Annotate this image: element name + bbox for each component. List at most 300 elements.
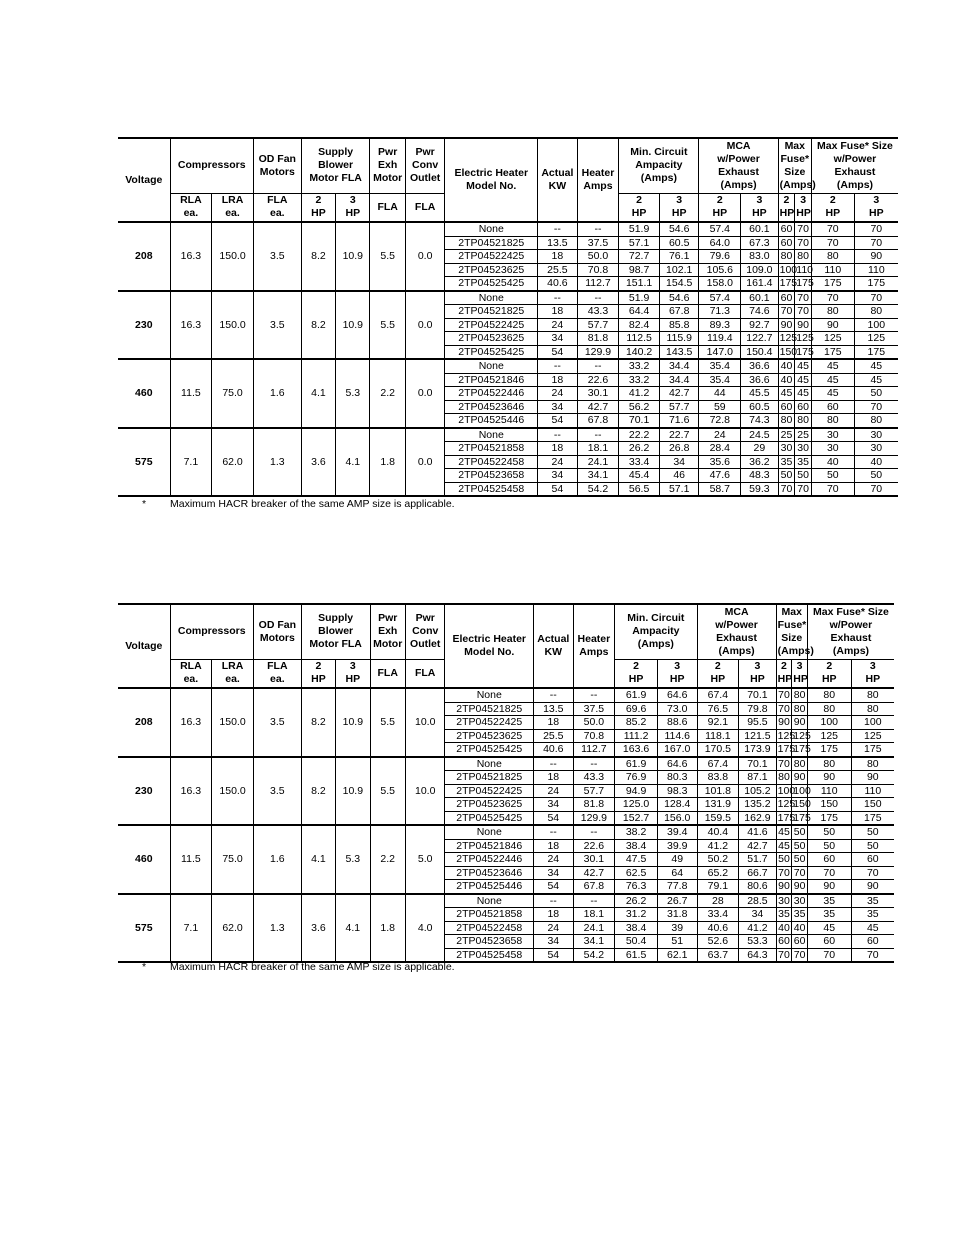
cell-value: 24 xyxy=(538,318,578,332)
cell-value: 50 xyxy=(795,469,812,483)
cell-value: 51 xyxy=(657,935,697,949)
cell-value: 43.3 xyxy=(577,305,619,319)
cell-value: 70 xyxy=(854,222,898,236)
cell-value: 64.4 xyxy=(619,305,660,319)
cell-value: 29 xyxy=(741,442,779,456)
cell-value: 175 xyxy=(777,743,796,755)
cell-value: 60 xyxy=(778,935,790,947)
od-fan-line: Motors xyxy=(259,631,295,644)
cell-voltage: 230 xyxy=(118,291,170,360)
cell-value: 51.7 xyxy=(739,853,777,867)
cell-value: 101.8 xyxy=(697,784,739,798)
cell-value: -- xyxy=(538,428,578,442)
sub-2hp xyxy=(699,193,741,222)
cell-value: 79.6 xyxy=(699,250,741,264)
cell-value: 156.0 xyxy=(657,811,697,825)
sub-fla-ea xyxy=(253,193,301,222)
cell-value: 70 xyxy=(851,948,894,962)
fla-ea-line: FLA xyxy=(267,660,288,673)
cell-value: 40 xyxy=(778,921,790,934)
cell-value: 34 xyxy=(538,400,578,414)
cell-value: 125 xyxy=(777,798,796,810)
cell-value: 35 xyxy=(778,455,795,469)
sub-3hp xyxy=(851,659,894,688)
cell-value: 47.5 xyxy=(615,853,658,867)
cell-value: 76.3 xyxy=(615,880,658,894)
cell-value: 39.9 xyxy=(657,839,697,853)
cell-lra: 75.0 xyxy=(212,825,254,894)
mca-line: Min. Circuit xyxy=(627,612,685,625)
cell-value: 51.9 xyxy=(619,291,660,305)
hp2-line: 2 xyxy=(783,194,790,207)
cell-value: 170.5 xyxy=(697,743,739,757)
cell-value: 45 xyxy=(854,359,898,373)
cell-value: 57.1 xyxy=(619,236,660,250)
cell-sb3: 4.1 xyxy=(336,428,370,497)
cell-value: 125 xyxy=(779,332,798,344)
sub-2hp xyxy=(615,659,658,688)
mca-pe-line: w/Power xyxy=(715,618,758,631)
cell-value: 163.6 xyxy=(615,743,658,757)
cell-value: 67.4 xyxy=(697,757,739,771)
pwr-exh-line: Exh xyxy=(378,159,398,172)
cell-pe: 5.5 xyxy=(370,757,405,826)
cell-value: 71.6 xyxy=(659,414,699,428)
cell-value: 62.1 xyxy=(657,948,697,962)
cell-value: 60.5 xyxy=(659,236,699,250)
sub-rla xyxy=(170,193,212,222)
cell-value: -- xyxy=(577,428,619,442)
cell-value: 90 xyxy=(795,318,812,332)
cell-heater-model: 2TP04522425 xyxy=(445,250,538,264)
cell-value: 125 xyxy=(854,332,898,346)
mca-line: Ampacity xyxy=(632,625,680,638)
cell-pe: 2.2 xyxy=(370,825,405,894)
cell-value: 112.7 xyxy=(573,743,615,757)
cell-value: 35 xyxy=(778,908,790,920)
cell-value: 36.6 xyxy=(741,373,779,387)
mca-pe-line: (Amps) xyxy=(720,178,757,191)
sub-3hp xyxy=(659,193,699,222)
cell-value: 42.7 xyxy=(659,387,699,401)
cell-heater-model: 2TP04522425 xyxy=(445,716,534,730)
cell-value: 36.6 xyxy=(741,359,779,373)
cell-heater-model: 2TP04522446 xyxy=(445,853,534,867)
cell-value: 30 xyxy=(854,428,898,442)
cell-value: 70 xyxy=(795,291,812,305)
cell-value: 66.7 xyxy=(739,866,777,880)
cell-voltage: 208 xyxy=(118,688,170,757)
cell-heater-model: 2TP04523646 xyxy=(445,400,538,414)
cell-value: 154.5 xyxy=(659,277,699,291)
spec-table xyxy=(118,603,894,963)
cell-value: 98.7 xyxy=(619,263,660,277)
col-voltage: Voltage xyxy=(118,138,170,222)
sub-fla-ea xyxy=(253,659,301,688)
cell-value: 63.7 xyxy=(697,948,739,962)
cell-value: 33.4 xyxy=(619,455,660,469)
cell-heater-model: 2TP04521858 xyxy=(445,442,538,456)
max-fuse-line: Fuse* xyxy=(777,618,807,631)
cell-value: 175 xyxy=(807,743,851,757)
cell-value: 92.1 xyxy=(697,716,739,730)
cell-value: 90 xyxy=(778,880,790,892)
supply-line: Motor FLA xyxy=(309,172,362,185)
cell-value: 80 xyxy=(851,688,894,702)
cell-value: 175 xyxy=(777,811,796,824)
hp2-line: HP xyxy=(777,673,793,686)
hp3-line: HP xyxy=(345,207,361,220)
cell-value: 54.6 xyxy=(659,222,699,236)
cell-value: 70 xyxy=(811,222,854,236)
cell-value: 34.1 xyxy=(573,935,615,949)
cell-value: 50 xyxy=(793,839,806,852)
cell-sb2: 8.2 xyxy=(301,688,335,757)
cell-value: 72.8 xyxy=(699,414,741,428)
cell-value: 35 xyxy=(807,894,851,908)
cell-value: 28.5 xyxy=(739,894,777,908)
supply-line: Supply xyxy=(318,612,354,625)
hp2-line: 2 xyxy=(714,660,721,673)
cell-value: 112.7 xyxy=(577,277,619,291)
cell-value: 45 xyxy=(854,373,898,387)
cell-value: 40 xyxy=(778,373,795,387)
cell-heater-model: 2TP04525458 xyxy=(445,482,538,496)
cell-value: -- xyxy=(534,894,574,908)
mca-pe-line: Exhaust xyxy=(716,631,757,644)
hp2-line: 2 xyxy=(716,194,723,207)
cell-value: 26.8 xyxy=(659,442,699,456)
hp2-line: HP xyxy=(825,207,841,220)
hp2-line: 2 xyxy=(636,194,643,207)
cell-rla: 7.1 xyxy=(170,894,212,963)
cell-value: 38.2 xyxy=(615,825,658,839)
cell-value: 80.3 xyxy=(657,771,697,785)
cell-lra: 75.0 xyxy=(212,359,254,428)
cell-value: 34 xyxy=(534,935,574,949)
cell-value: 18 xyxy=(534,839,574,853)
hp2-line: HP xyxy=(311,673,326,686)
cell-value: 61.9 xyxy=(615,688,658,702)
cell-value: 64.6 xyxy=(657,688,697,702)
cell-value: 152.7 xyxy=(615,811,658,825)
cell-value: 45 xyxy=(778,839,790,852)
cell-value: 64 xyxy=(657,866,697,880)
col-pwr-exh xyxy=(370,138,405,193)
hp2-line: HP xyxy=(628,673,644,686)
actual-kw-line: KW xyxy=(548,180,567,192)
cell-value: 110 xyxy=(851,784,894,798)
mca-pe-line: MCA xyxy=(724,605,749,618)
cell-value: 45 xyxy=(778,387,795,401)
cell-voltage: 460 xyxy=(118,825,170,894)
cell-value: 50 xyxy=(807,839,851,853)
cell-value: 151.1 xyxy=(619,277,660,291)
table-row xyxy=(118,222,898,236)
cell-value: 60 xyxy=(793,935,806,947)
cell-sb2: 8.2 xyxy=(301,291,335,360)
cell-value: 34 xyxy=(534,866,574,880)
cell-pc: 0.0 xyxy=(405,428,445,497)
cell-rla: 16.3 xyxy=(170,757,212,826)
table-row xyxy=(118,825,894,839)
cell-value: 90 xyxy=(778,318,795,332)
col-actual-kw xyxy=(534,604,574,688)
cell-value: 70.1 xyxy=(739,688,777,702)
cell-value: 30 xyxy=(793,894,806,907)
cell-value: 64.6 xyxy=(657,757,697,771)
cell-value: 50 xyxy=(778,853,790,865)
hp3-line: HP xyxy=(671,207,687,220)
hp2-line: 2 xyxy=(315,194,322,207)
cell-value: 56.5 xyxy=(619,482,660,496)
table-row xyxy=(118,757,894,771)
cell-value: 70 xyxy=(795,236,812,250)
cell-heater-model: 2TP04525458 xyxy=(445,948,534,962)
cell-od-fla: 1.6 xyxy=(253,359,301,428)
cell-value: 50 xyxy=(854,469,898,483)
sub-3hp xyxy=(792,659,808,688)
mca-pe-line: MCA xyxy=(726,139,751,152)
footnote-1 xyxy=(118,498,455,510)
cell-lra: 62.0 xyxy=(212,894,254,963)
cell-pc: 0.0 xyxy=(405,359,445,428)
cell-value: 175 xyxy=(793,811,811,824)
max-fuse-pe-line: Max Fuse* Size xyxy=(817,139,893,152)
cell-value: 80 xyxy=(854,414,898,428)
cell-value: 64.0 xyxy=(699,236,741,250)
cell-value: -- xyxy=(573,825,615,839)
cell-value: 18 xyxy=(538,250,578,264)
cell-value: 80.6 xyxy=(739,880,777,894)
cell-value: 26.2 xyxy=(619,442,660,456)
cell-value: 74.6 xyxy=(741,305,779,319)
cell-sb2: 8.2 xyxy=(301,757,335,826)
cell-value: 76.1 xyxy=(659,250,699,264)
cell-value: 60 xyxy=(807,853,851,867)
hp3-line: 3 xyxy=(796,660,803,673)
cell-value: 175 xyxy=(851,743,894,757)
cell-value: 81.8 xyxy=(577,332,619,346)
cell-value: -- xyxy=(534,757,574,771)
sub-lra xyxy=(212,659,254,688)
cell-value: 60.1 xyxy=(741,291,779,305)
cell-od-fla: 1.3 xyxy=(253,894,301,963)
col-supply-blower xyxy=(301,138,370,193)
fla-ea-line: FLA xyxy=(267,194,288,207)
footnote-text: Maximum HACR breaker of the same AMP size is applicable. xyxy=(170,961,455,973)
hp3-line: 3 xyxy=(349,194,356,207)
cell-value: 71.3 xyxy=(699,305,741,319)
cell-value: 175 xyxy=(851,811,894,825)
cell-value: 50 xyxy=(807,825,851,839)
cell-heater-model: 2TP04521858 xyxy=(445,908,534,922)
cell-value: 80 xyxy=(793,689,806,701)
mca-line: (Amps) xyxy=(637,638,674,651)
cell-value: 125.0 xyxy=(615,798,658,812)
max-fuse-line: (Amps) xyxy=(779,178,816,191)
max-fuse-pe-line: Max Fuse* Size xyxy=(813,605,889,618)
lra-line: ea. xyxy=(225,673,240,686)
cell-value: 110 xyxy=(811,263,854,277)
cell-value: 162.9 xyxy=(739,811,777,825)
hp2-line: 2 xyxy=(633,660,639,673)
hp3-line: HP xyxy=(752,207,767,220)
cell-value: -- xyxy=(538,222,578,236)
cell-value: 81.8 xyxy=(573,798,615,812)
cell-value: 52.6 xyxy=(697,935,739,949)
cell-value: 31.8 xyxy=(657,908,697,922)
rla-line: RLA xyxy=(180,660,202,673)
pwr-conv-line: Outlet xyxy=(409,172,441,185)
hp2-line: HP xyxy=(821,673,837,686)
sub-3hp xyxy=(739,659,777,688)
cell-value: 80 xyxy=(793,702,806,715)
cell-value: 73.0 xyxy=(657,702,697,716)
hp2-line: 2 xyxy=(829,194,836,207)
cell-value: 110 xyxy=(807,784,851,798)
cell-value: 150 xyxy=(807,798,851,812)
cell-value: 85.8 xyxy=(659,318,699,332)
cell-od-fla: 3.5 xyxy=(253,291,301,360)
cell-value: 30.1 xyxy=(573,853,615,867)
cell-value: 40.6 xyxy=(697,921,739,935)
cell-value: 25.5 xyxy=(534,729,574,743)
pwr-exh-line: Pwr xyxy=(378,612,398,625)
cell-value: 38.4 xyxy=(615,921,658,935)
cell-value: 80 xyxy=(851,702,894,716)
cell-value: 67.8 xyxy=(573,880,615,894)
cell-value: 102.1 xyxy=(659,263,699,277)
hp3-line: HP xyxy=(796,207,811,220)
cell-value: 56.2 xyxy=(619,400,660,414)
cell-value: 45 xyxy=(807,921,851,935)
heater-model-line: Model No. xyxy=(464,646,515,658)
hp3-line: 3 xyxy=(873,194,880,207)
hp3-line: 3 xyxy=(800,194,807,207)
cell-heater-model: 2TP04525446 xyxy=(445,414,538,428)
cell-value: 161.4 xyxy=(741,277,779,291)
cell-value: 24 xyxy=(538,455,578,469)
cell-value: 70 xyxy=(854,236,898,250)
cell-value: 80 xyxy=(793,757,806,770)
cell-value: 125 xyxy=(796,332,814,344)
cell-value: 45 xyxy=(851,921,894,935)
pwr-conv-line: Outlet xyxy=(410,638,441,651)
col-heater-amps xyxy=(577,138,619,222)
cell-value: 34 xyxy=(534,798,574,812)
cell-value: 57.4 xyxy=(699,291,741,305)
hp3-line: HP xyxy=(750,673,765,686)
cell-value: 175 xyxy=(793,743,811,755)
cell-value: 35 xyxy=(807,908,851,922)
hp3-line: 3 xyxy=(349,660,356,673)
sub-fla: FLA xyxy=(405,193,445,222)
hp2-line: HP xyxy=(779,207,795,220)
cell-value: 18 xyxy=(538,373,578,387)
mca-pe-line: (Amps) xyxy=(718,644,755,657)
cell-value: 18 xyxy=(534,908,574,922)
cell-value: 13.5 xyxy=(534,702,574,716)
cell-value: 54 xyxy=(534,880,574,894)
cell-value: 24 xyxy=(534,853,574,867)
actual-kw-line: Actual xyxy=(541,167,574,179)
hp2-line: HP xyxy=(710,673,726,686)
max-fuse-pe-line: (Amps) xyxy=(836,178,874,191)
cell-value: 175 xyxy=(796,277,814,289)
cell-pe: 1.8 xyxy=(370,428,405,497)
pwr-conv-line: Conv xyxy=(412,625,439,638)
cell-value: 18 xyxy=(538,305,578,319)
cell-heater-model: 2TP04521825 xyxy=(445,236,538,250)
cell-value: 119.4 xyxy=(699,332,741,346)
hp3-line: HP xyxy=(345,673,361,686)
sub-2hp xyxy=(776,659,792,688)
col-mca-pe xyxy=(699,138,778,193)
cell-value: 59 xyxy=(699,400,741,414)
cell-value: 18 xyxy=(534,771,574,785)
cell-heater-model: 2TP04521825 xyxy=(445,771,534,785)
cell-value: 70.8 xyxy=(573,729,615,743)
cell-value: 105.6 xyxy=(699,263,741,277)
cell-value: 80 xyxy=(854,305,898,319)
cell-value: 173.9 xyxy=(739,743,777,757)
col-heater-model xyxy=(445,604,534,688)
cell-value: 98.3 xyxy=(657,784,697,798)
cell-value: 110 xyxy=(854,263,898,277)
cell-value: 34 xyxy=(538,469,578,483)
cell-value: 35.4 xyxy=(699,373,741,387)
cell-value: 70 xyxy=(795,482,812,496)
cell-value: -- xyxy=(577,359,619,373)
cell-heater-model: 2TP04523625 xyxy=(445,798,534,812)
cell-value: 30 xyxy=(854,442,898,456)
footnote-2 xyxy=(118,961,455,973)
cell-value: 92.7 xyxy=(741,318,779,332)
sub-2hp xyxy=(807,659,851,688)
cell-value: 60 xyxy=(795,400,812,414)
cell-heater-model: 2TP04522458 xyxy=(445,455,538,469)
cell-value: 24.5 xyxy=(741,428,779,442)
cell-value: 175 xyxy=(854,277,898,291)
cell-value: 50.4 xyxy=(615,935,658,949)
cell-value: 51.9 xyxy=(619,222,660,236)
cell-value: 140.2 xyxy=(619,345,660,359)
max-fuse-pe-line: Exhaust xyxy=(830,631,872,644)
max-fuse-pe-line: (Amps) xyxy=(832,644,870,657)
hp3-line: HP xyxy=(793,673,808,686)
cell-value: 67.8 xyxy=(577,414,619,428)
cell-value: 80 xyxy=(778,414,795,428)
cell-value: 57.4 xyxy=(699,222,741,236)
sub-3hp xyxy=(854,193,898,222)
cell-value: 175 xyxy=(811,277,854,291)
cell-value: 85.2 xyxy=(615,716,658,730)
cell-value: 70 xyxy=(851,866,894,880)
cell-value: 94.9 xyxy=(615,784,658,798)
heater-amps-line: Amps xyxy=(583,180,613,192)
cell-heater-model: None xyxy=(445,688,534,702)
cell-value: 95.5 xyxy=(739,716,777,730)
cell-value: 30.1 xyxy=(577,387,619,401)
cell-value: 46 xyxy=(659,469,699,483)
cell-sb3: 5.3 xyxy=(336,825,370,894)
col-actual-kw xyxy=(538,138,578,222)
cell-lra: 150.0 xyxy=(212,291,254,360)
pwr-exh-line: Pwr xyxy=(378,146,398,159)
cell-value: 70 xyxy=(778,702,790,715)
cell-value: 70.8 xyxy=(577,263,619,277)
